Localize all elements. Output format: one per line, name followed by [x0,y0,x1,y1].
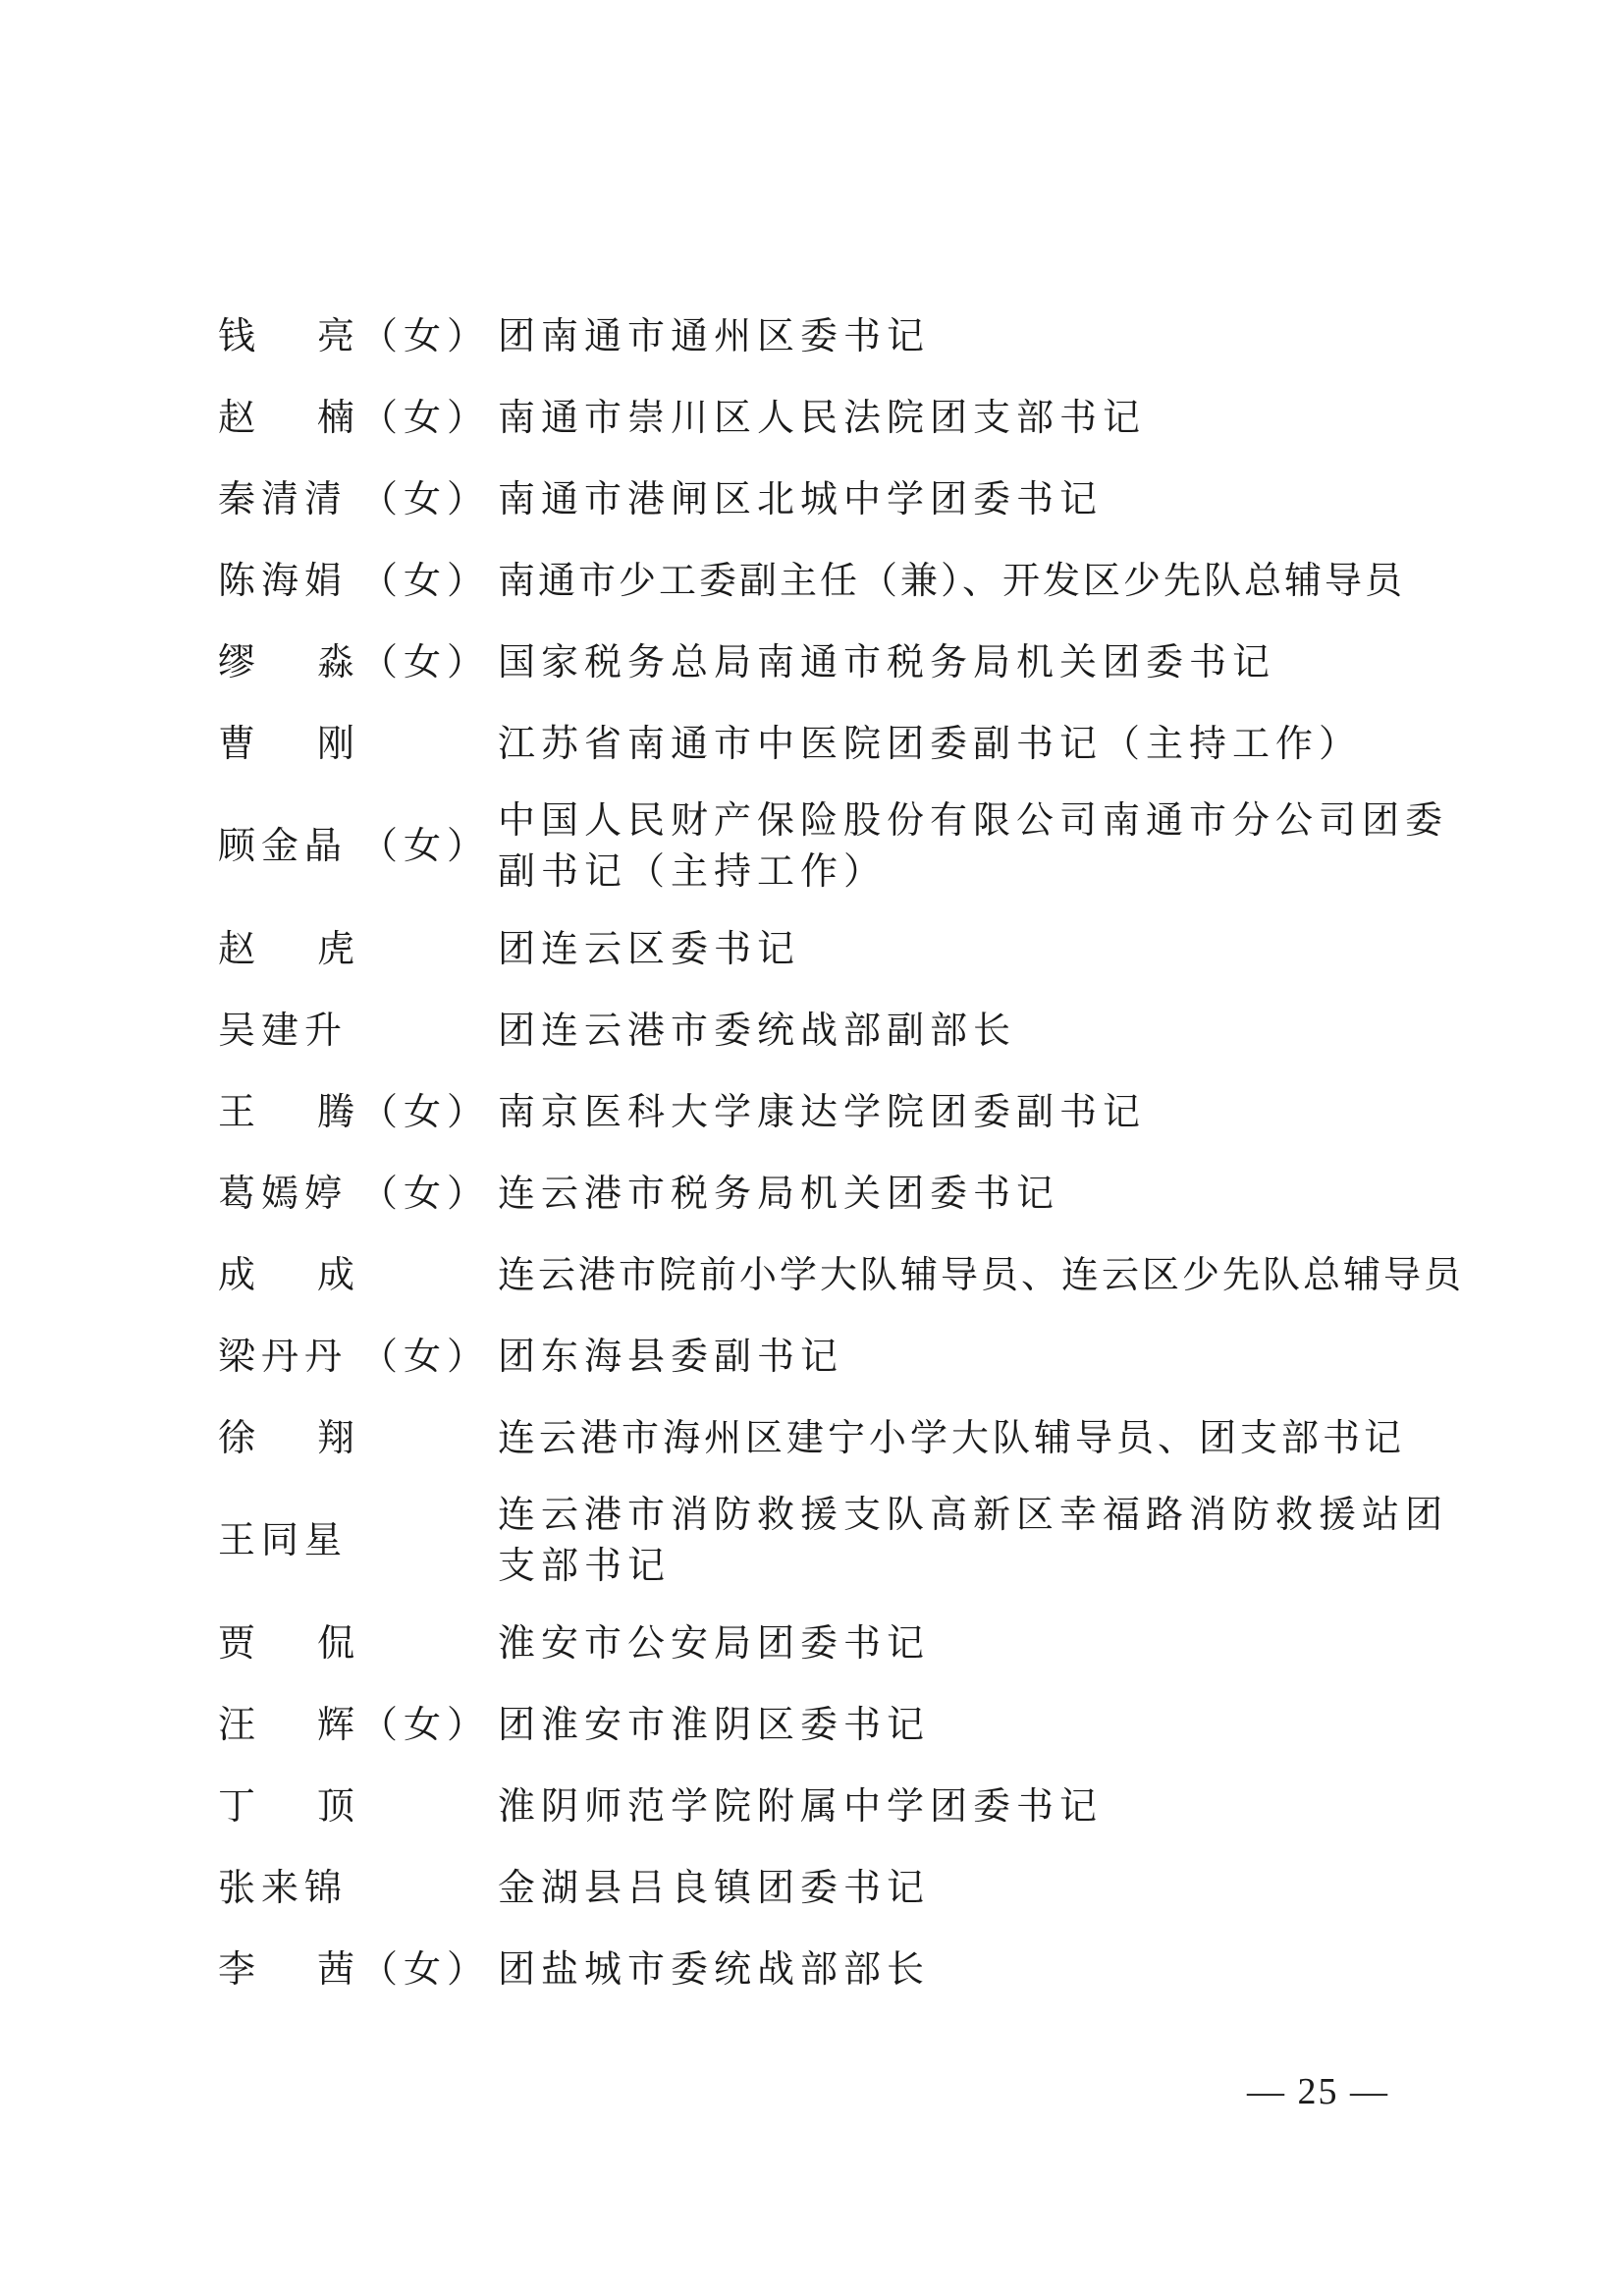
list-item [218,621,1475,702]
person-name [218,392,360,443]
name-char: 钱 [218,313,262,357]
name-char: 亮 [316,313,360,357]
list-item [218,376,1475,458]
person-name [218,1249,360,1300]
position-title: 团连云港市委统战部副部长 [498,1008,1017,1052]
position-title: 中国人民财产保险股份有限公司南通市分公司团委副书记（主持工作） [498,798,1449,893]
list-item [218,1765,1475,1846]
name-char: 汪 [218,1702,262,1746]
position-title: 金湖县吕良镇团委书记 [498,1865,931,1909]
name-list [218,295,1475,2009]
gender-note: （女） [360,1089,491,1133]
position-title: 淮安市公安局团委书记 [498,1620,931,1665]
name-char: 辉 [316,1702,360,1746]
list-item [218,907,1475,989]
person-name [218,1943,360,1995]
name-char: 虎 [316,926,360,970]
name-char: 刚 [316,721,360,765]
position-title: 连云港市消防救援支队高新区幸福路消防救援站团支部书记 [498,1493,1449,1587]
name-char: 曹 [218,721,262,765]
name-char: 茜 [316,1946,360,1991]
gender-note: （女） [360,476,491,520]
list-item [218,1152,1475,1233]
position-title: 连云港市税务局机关团委书记 [498,1171,1060,1215]
gender-note: （女） [360,395,491,439]
person-name [218,636,360,687]
person-name: 王同星 [218,1518,349,1561]
name-char: 赵 [218,926,262,970]
person-name: 梁丹丹 [218,1334,349,1378]
name-char: 翔 [316,1415,360,1459]
person-name [218,1086,360,1137]
position-title: 南通市港闸区北城中学团委书记 [498,476,1104,520]
list-item [218,1602,1475,1683]
name-char: 李 [218,1946,262,1991]
name-char: 缪 [218,639,262,683]
person-name [218,310,360,361]
gender-note: （女） [360,313,491,357]
person-name: 秦清清 [218,476,349,520]
name-char: 淼 [316,639,360,683]
person-name [218,923,360,974]
gender-note: （女） [360,1171,491,1215]
name-char: 腾 [316,1089,360,1133]
list-item [218,458,1475,539]
person-name [218,1699,360,1750]
gender-note: （女） [360,558,491,602]
gender-note: （女） [360,1702,491,1746]
person-name: 顾金晶 [218,824,349,867]
name-char: 楠 [316,395,360,439]
gender-note: （女） [360,639,491,683]
position-title: 团盐城市委统战部部长 [498,1946,931,1991]
name-char: 侃 [316,1620,360,1665]
gender-note: （女） [360,1946,491,1991]
list-item [218,1846,1475,1928]
person-name [218,1412,360,1463]
position-title: 江苏省南通市中医院团委副书记（主持工作） [498,721,1363,765]
list-item [218,539,1475,621]
person-name: 葛嫣婷 [218,1171,349,1215]
name-char: 赵 [218,395,262,439]
list-item [218,989,1475,1070]
person-name [218,1617,360,1668]
list-item [218,702,1475,784]
name-char: 丁 [218,1783,262,1828]
person-name [218,718,360,769]
position-title: 南通市少工委副主任（兼）、开发区少先队总辅导员 [498,558,1406,602]
position-title: 国家税务总局南通市税务局机关团委书记 [498,639,1276,683]
list-item [218,1478,1475,1602]
position-title: 连云港市海州区建宁小学大队辅导员、团支部书记 [498,1415,1406,1459]
position-title: 南京医科大学康达学院团委副书记 [498,1089,1147,1133]
position-title: 团南通市通州区委书记 [498,313,931,357]
position-title: 团淮安市淮阴区委书记 [498,1702,931,1746]
name-char: 贾 [218,1620,262,1665]
person-name: 张来锦 [218,1865,349,1909]
position-title: 团东海县委副书记 [498,1334,844,1378]
list-item [218,1070,1475,1152]
position-title: 团连云区委书记 [498,926,801,970]
person-name: 陈海娟 [218,558,349,602]
list-item [218,1396,1475,1478]
name-char: 王 [218,1089,262,1133]
name-char: 成 [218,1252,262,1296]
name-char: 成 [316,1252,360,1296]
gender-note: （女） [360,824,491,867]
name-char: 顶 [316,1783,360,1828]
name-char: 徐 [218,1415,262,1459]
page-number: — 25 — [1247,2071,1389,2112]
list-item [218,784,1475,907]
person-name: 吴建升 [218,1008,349,1052]
position-title: 南通市崇川区人民法院团支部书记 [498,395,1147,439]
list-item [218,1233,1475,1315]
list-item [218,295,1475,376]
position-title: 淮阴师范学院附属中学团委书记 [498,1783,1104,1828]
list-item [218,1683,1475,1765]
list-item [218,1928,1475,2009]
gender-note: （女） [360,1334,491,1378]
position-title: 连云港市院前小学大队辅导员、连云区少先队总辅导员 [498,1252,1465,1296]
person-name [218,1780,360,1831]
list-item [218,1315,1475,1396]
